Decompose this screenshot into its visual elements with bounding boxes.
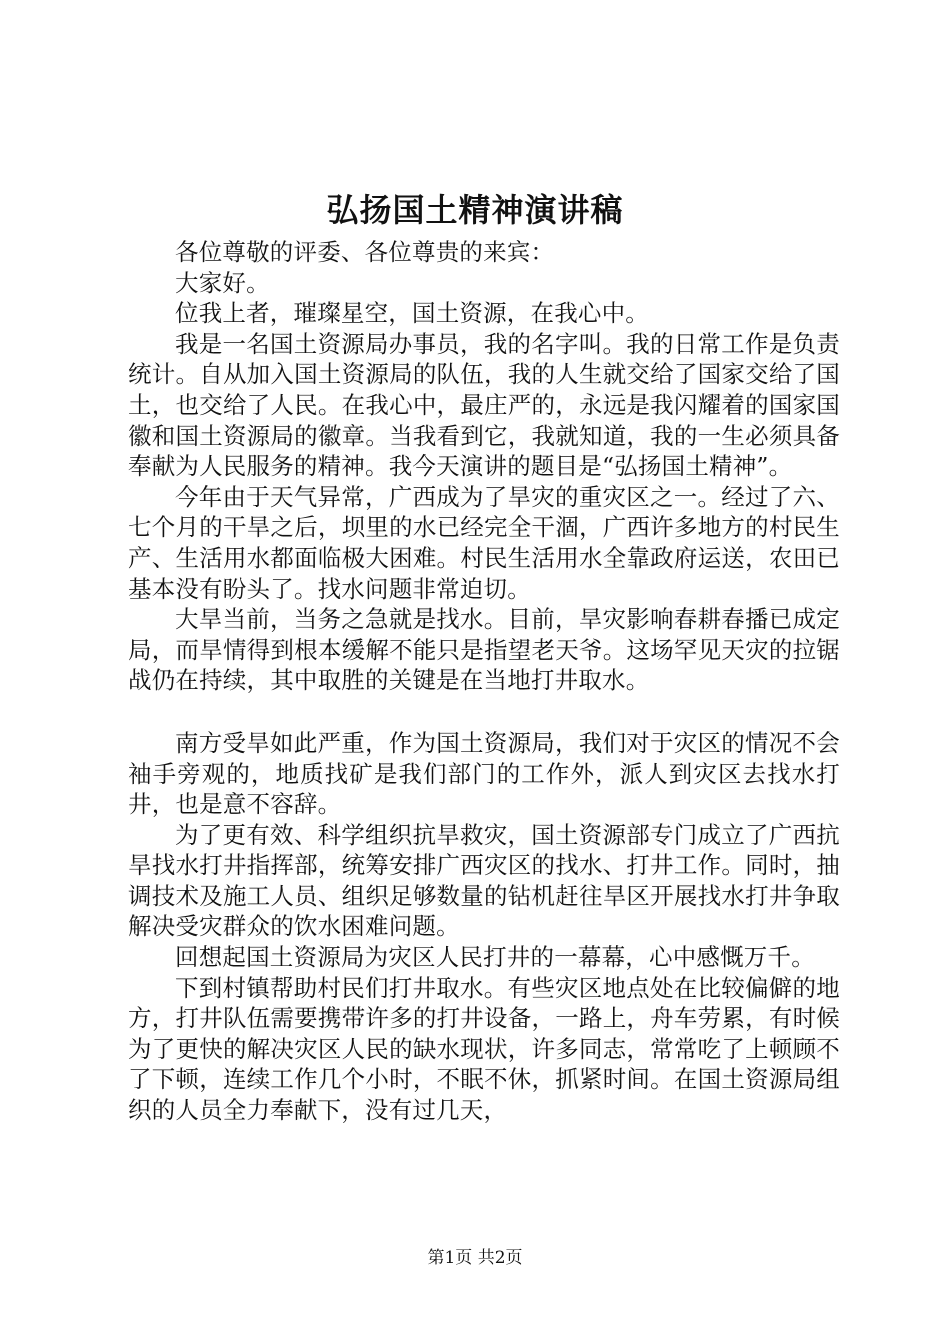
paragraph-hello: 大家好。	[175, 268, 270, 297]
paragraph-find-water: 大旱当前，当务之急就是找水。目前，旱灾影响春耕春播已成定局，而旱情得到根本缓解不能只是指望老天爷。这场罕见天灾的拉锯战仍在持续，其中取胜的关键是在当地打井取水。	[128, 605, 840, 695]
paragraph-south-drought: 南方受旱如此严重，作为国土资源局，我们对于灾区的情况不会袖手旁观的，地质找矿是我们部门的工作外，派人到灾区去找水打井，也是意不容辞。	[128, 728, 840, 819]
paragraph-command-center: 为了更有效、科学组织抗旱救灾，国土资源部专门成立了广西抗旱找水打井指挥部，统筹安排广西灾区的找水、打井工作。同时，抽调技术及施工人员、组织足够数量的钻机赶往旱区开展找水打井争取解决受灾群众的饮水困难问题。	[128, 820, 840, 941]
document-title: 弘扬国土精神演讲稿	[326, 191, 624, 229]
paragraph-greeting: 各位尊敬的评委、各位尊贵的来宾：	[175, 238, 555, 266]
paragraph-opening: 位我上者，璀璨星空，国土资源，在我心中。	[175, 299, 649, 328]
document-body	[128, 237, 840, 1126]
paragraph-recall: 回想起国土资源局为灾区人民打井的一幕幕，心中感慨万千。	[175, 943, 815, 972]
paragraph-drought: 今年由于天气异常，广西成为了旱灾的重灾区之一。经过了六、七个月的干旱之后，坝里的水已经完全干涸，广西许多地方的村民生产、生活用水都面临极大困难。村民生活用水全靠政府运送，农田已基本没有盼头了。找水问题非常迫切。	[128, 482, 840, 603]
paragraph-introduction: 我是一名国土资源局办事员，我的名字叫。我的日常工作是负责统计。自从加入国土资源局的队伍，我的人生就交给了国家交给了国土，也交给了人民。在我心中，最庄严的，永远是我闪耀着的国家国徽和国土资源局的徽章。当我看到它，我就知道，我的一生必须具备奉献为人民服务的精神。我今天演讲的题目是“弘扬国土精神”。	[128, 329, 840, 481]
paragraph-village-work: 下到村镇帮助村民们打井取水。有些灾区地点处在比较偏僻的地方，打井队伍需要携带许多的打井设备，一路上，舟车劳累，有时候为了更快的解决灾区人民的缺水现状，许多同志，常常吃了上顿顾不了下顿，连续工作几个小时，不眠不休，抓紧时间。在国土资源局组织的人员全力奉献下，没有过几天，	[128, 973, 840, 1125]
page-number-footer: 第1页 共2页	[427, 1248, 523, 1268]
